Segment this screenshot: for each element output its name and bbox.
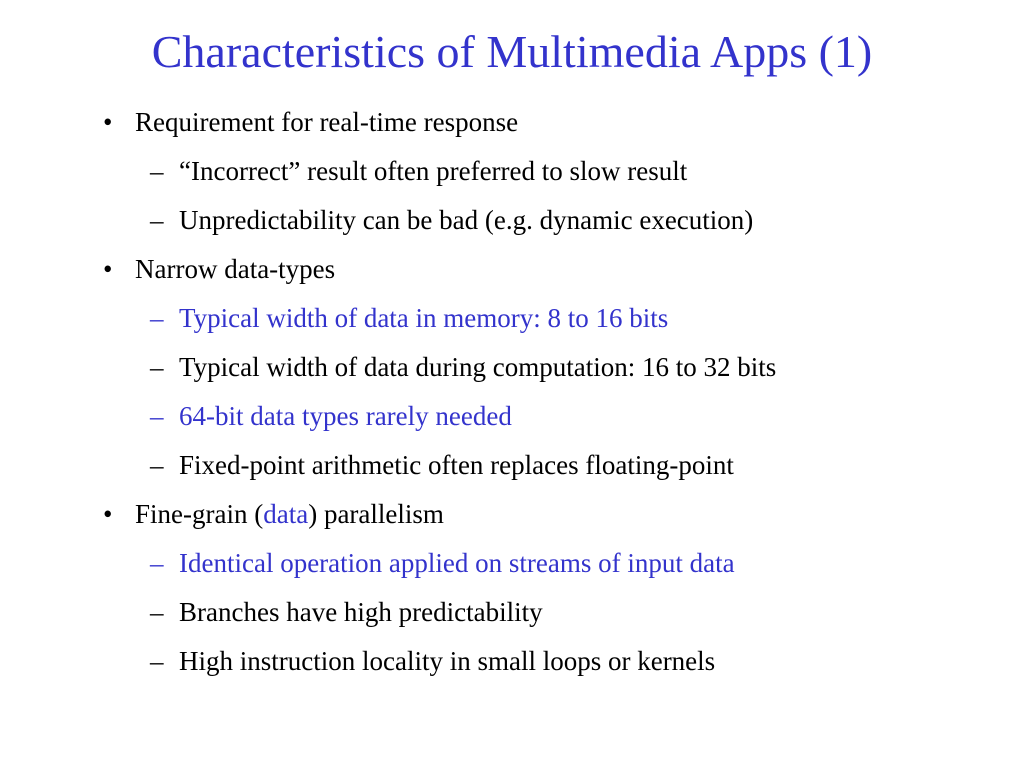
dash-marker: –: [150, 450, 164, 480]
list-item: [0, 539, 1024, 588]
list-item: [0, 490, 1024, 539]
list-item: [0, 196, 1024, 245]
list-item: [0, 343, 1024, 392]
list-item: [0, 98, 1024, 147]
sub-bullet-text: Branches have high predictability: [179, 597, 543, 627]
sub-bullet-text: Unpredictability can be bad (e.g. dynamic execution): [179, 205, 754, 235]
highlight-word: data: [263, 499, 309, 529]
list-item: [0, 294, 1024, 343]
list-item: [0, 441, 1024, 490]
bullet-text: Requirement for real-time response: [135, 107, 519, 137]
sub-bullet-text: High instruction locality in small loops or kernels: [179, 646, 716, 676]
list-item: [0, 392, 1024, 441]
bullet-text: [135, 490, 444, 539]
dash-marker: –: [150, 548, 164, 578]
dash-marker: –: [150, 352, 164, 382]
dash-marker: –: [150, 156, 164, 186]
list-item: [0, 637, 1024, 686]
sub-bullet-text: 64-bit data types rarely needed: [179, 401, 512, 431]
dash-marker: –: [150, 597, 164, 627]
dash-marker: –: [150, 303, 164, 333]
list-item: [0, 245, 1024, 294]
dash-marker: –: [150, 646, 164, 676]
sub-bullet-text: Identical operation applied on streams of input data: [179, 548, 735, 578]
sub-bullet-text: Typical width of data in memory: 8 to 16 bits: [179, 303, 669, 333]
bullet-marker: •: [103, 107, 113, 137]
dash-marker: –: [150, 401, 164, 431]
list-item: [0, 147, 1024, 196]
slide-title: Characteristics of Multimedia Apps (1): [151, 26, 873, 77]
sub-bullet-text: Typical width of data during computation: 16 to 32 bits: [179, 352, 777, 382]
bullet-marker: •: [103, 499, 113, 529]
sub-bullet-text: Fixed-point arithmetic often replaces floating-point: [179, 450, 734, 480]
bullet-list: [0, 98, 1024, 686]
list-item: [0, 588, 1024, 637]
bullet-marker: •: [103, 254, 113, 284]
bullet-text-end: ) parallelism: [308, 499, 444, 529]
sub-bullet-text: “Incorrect” result often preferred to slow result: [179, 156, 688, 186]
dash-marker: –: [150, 205, 164, 235]
bullet-text: Narrow data-types: [135, 254, 336, 284]
bullet-text-start: Fine-grain (: [135, 499, 264, 529]
